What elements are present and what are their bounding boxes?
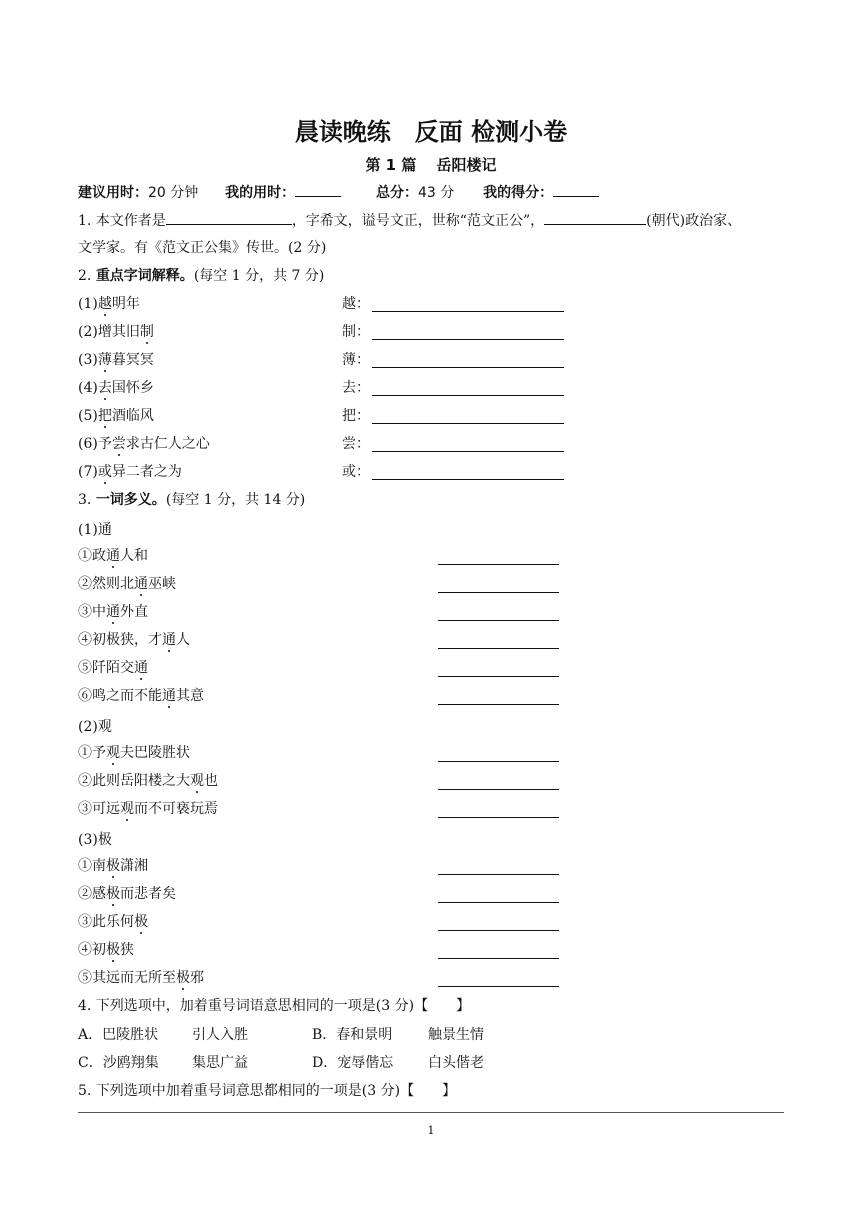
q3-item: [78, 546, 148, 566]
my-time-label: 我的用时：: [225, 185, 296, 201]
q3-answer-blank[interactable]: [438, 901, 559, 903]
q2-item-3-key: 薄：: [342, 352, 370, 368]
q3-group-2-item-2: [78, 773, 218, 789]
q3-group-1-item-2: [78, 576, 176, 592]
q3-group-1-item-3-post: 外直: [120, 604, 148, 620]
q3-group-3-item-5-pre: ⑤其远而无所至: [78, 970, 176, 986]
q3-item: [78, 799, 218, 819]
q3-group-1-item-4: [78, 632, 190, 648]
q4-option-text: B．春和景明: [312, 1027, 393, 1043]
q3-group-1-item-1-post: 人和: [120, 548, 148, 564]
q2-item-6-answer-blank[interactable]: [372, 450, 564, 452]
q2-item-7-key: 或：: [342, 464, 370, 480]
q2-item-3-text-key-char: 薄: [97, 352, 112, 368]
q3-group-label: (1)通: [78, 522, 112, 538]
q1-author-blank[interactable]: [166, 210, 292, 225]
q3-group-3-item-5: [78, 970, 204, 986]
q2-item-3-text-post: 暮冥冥: [111, 352, 154, 368]
q3-group-1-item-2-key-char: 通: [134, 576, 148, 592]
q3-answer-blank[interactable]: [438, 873, 559, 875]
q3-item: [78, 630, 190, 650]
page-subtitle: 第 1 篇 岳阳楼记: [365, 156, 497, 174]
q2-item: [78, 406, 154, 426]
q2-note: (每空 1 分，共 7 分): [193, 268, 325, 284]
q3-item: [78, 940, 134, 960]
q3-heading: [78, 490, 305, 510]
q2-item-2-key: 制：: [342, 324, 370, 340]
q3-item: [78, 602, 148, 622]
q2-item-3-answer-blank[interactable]: [372, 366, 564, 368]
q2-item-4-text-pre: (4): [78, 380, 98, 396]
q3-group-1-item-6-post: 其意: [176, 688, 204, 704]
q2-item: [78, 350, 154, 370]
q4-option-text: 白头偕老: [428, 1055, 484, 1071]
q3-group-1-item-5: [78, 660, 148, 676]
q3-answer-blank[interactable]: [438, 591, 559, 593]
my-score-blank[interactable]: [553, 182, 599, 197]
q3-group-1-item-6-key-char: 通: [162, 688, 176, 704]
q3-group-2-item-3-post: 而不可亵玩焉: [134, 801, 218, 817]
q2-item-1-text-pre: (1): [78, 296, 98, 312]
q2-item-4-text: [78, 380, 154, 396]
q3-group-3-item-3: [78, 914, 148, 930]
q3-answer-blank[interactable]: [438, 929, 559, 931]
page-title: 晨读晚练 反面 检测小卷: [294, 118, 568, 146]
q4-option-text: A．巴陵胜状: [78, 1027, 159, 1043]
q3-title: 一词多义。: [95, 492, 166, 508]
q3-group-label: (3)极: [78, 832, 112, 848]
q2-item-7-text-key-char: 或: [97, 464, 112, 480]
q3-group-2-item-3-pre: ③可远: [78, 801, 120, 817]
q2-item-6-text-pre: (6)予: [78, 436, 112, 452]
q2-item: [78, 378, 154, 398]
suggested-time-value: 20 分钟: [148, 185, 199, 201]
q3-group-2-item-1-pre: ①予: [78, 745, 106, 761]
q2-item-1-text-post: 明年: [111, 296, 140, 312]
q2-item-7-answer-blank[interactable]: [372, 478, 564, 480]
q2-item-5-text-post: 酒临风: [111, 408, 154, 424]
q2-item-4-text-key-char: 去: [97, 380, 112, 396]
q2-item-3-text: [78, 352, 154, 368]
q3-answer-blank[interactable]: [438, 788, 559, 790]
q2-item: [78, 434, 210, 454]
q3-answer-blank[interactable]: [438, 619, 559, 621]
q3-item: [78, 658, 148, 678]
q3-answer-blank[interactable]: [438, 703, 559, 705]
q3-group-1-item-1: [78, 548, 148, 564]
q3-group-1-item-3: [78, 604, 148, 620]
q2-heading: [78, 266, 324, 286]
q3-group-2-item-3-key-char: 观: [120, 801, 134, 817]
my-score-label: 我的得分：: [483, 185, 554, 201]
q2-item-4-answer-blank[interactable]: [372, 394, 564, 396]
q3-group-3-item-2-key-char: 极: [106, 886, 120, 902]
q3-group-1-item-2-post: 巫峡: [148, 576, 176, 592]
q3-group-3-item-4-post: 狭: [120, 942, 134, 958]
q3-item: [78, 912, 148, 932]
q5-stem: 5. 下列选项中加着重号词意思都相同的一项是(3 分)【 】: [78, 1083, 457, 1099]
q1-dynasty-blank[interactable]: [544, 210, 646, 225]
q3-group-3-item-1-pre: ①南: [78, 858, 106, 874]
q2-item-5-key: 把：: [342, 408, 370, 424]
info-row: [78, 182, 599, 203]
q3-item: [78, 574, 176, 594]
q2-item-7-text-post: 异二者之为: [111, 464, 182, 480]
q2-item-1-text-key-char: 越: [97, 296, 112, 312]
q1-line2: 文学家。有《范文正公集》传世。(2 分): [78, 240, 327, 256]
q1-text-1: 1. 本文作者是: [78, 213, 166, 229]
q2-item-5-answer-blank[interactable]: [372, 422, 564, 424]
q3-group-3-item-2-pre: ②感: [78, 886, 106, 902]
page-number: 1: [427, 1124, 435, 1137]
q3-group-3-item-3-key-char: 极: [134, 914, 148, 930]
q3-group-3-item-4-key-char: 极: [106, 942, 120, 958]
q1-text-3: (朝代)政治家、: [646, 213, 742, 229]
q4-option-text: 集思广益: [192, 1055, 248, 1071]
q3-answer-blank[interactable]: [438, 760, 559, 762]
q3-group-1-item-1-key-char: 通: [106, 548, 120, 564]
q3-item: [78, 884, 176, 904]
q3-item: [78, 968, 204, 988]
q3-group-3-item-3-pre: ③此乐何: [78, 914, 134, 930]
my-time-blank[interactable]: [295, 182, 341, 197]
q2-item-5-text: [78, 408, 154, 424]
q2-item-2-text-key-char: 制: [139, 324, 154, 340]
q3-group-3-item-4: [78, 942, 134, 958]
q3-group-1-item-3-key-char: 通: [106, 604, 120, 620]
q3-item: [78, 743, 190, 763]
q3-group-3-item-2: [78, 886, 176, 902]
q2-item-7-text: [78, 464, 182, 480]
q3-answer-blank[interactable]: [438, 985, 559, 987]
exam-page: [78, 0, 784, 1216]
q3-group-1-item-5-pre: ⑤阡陌交: [78, 660, 134, 676]
q3-group-3-item-2-post: 而悲者矣: [120, 886, 176, 902]
q3-group-2-item-3: [78, 801, 218, 817]
q2-num: 2.: [78, 268, 92, 284]
q3-group-1-item-4-pre: ④初极狭，才: [78, 632, 162, 648]
q2-item-4-text-post: 国怀乡: [111, 380, 154, 396]
q4-option-text: 触景生情: [428, 1027, 484, 1043]
q3-group-1-item-6: [78, 688, 204, 704]
q3-group-2-item-1: [78, 745, 190, 761]
q2-item-5-text-pre: (5): [78, 408, 98, 424]
q3-answer-blank[interactable]: [438, 563, 559, 565]
q3-group-3-item-1-post: 潇湘: [120, 858, 148, 874]
q3-group-2-item-1-key-char: 观: [106, 745, 120, 761]
footer-divider: [78, 1112, 784, 1113]
q4-option-text: 引人入胜: [192, 1027, 248, 1043]
q3-item: [78, 771, 218, 791]
q3-item: [78, 856, 148, 876]
total-label: 总分：: [376, 185, 419, 201]
q3-answer-blank[interactable]: [438, 675, 559, 677]
q2-item-1-answer-blank[interactable]: [372, 310, 564, 312]
q2-title: 重点字词解释。: [95, 268, 194, 284]
q2-item: [78, 294, 140, 314]
q2-item-3-text-pre: (3): [78, 352, 98, 368]
q1-line1: [78, 210, 741, 231]
q3-group-2-item-2-key-char: 观: [190, 773, 204, 789]
q2-item-2-text: [78, 324, 154, 340]
q1-text-2: ，字希文，谥号文正，世称“范文正公”，: [291, 213, 545, 229]
q3-group-label: (2)观: [78, 719, 112, 735]
q2-item-7-text-pre: (7): [78, 464, 98, 480]
q2-item: [78, 462, 182, 482]
q3-item: [78, 686, 204, 706]
q3-group-3-item-5-key-char: 极: [176, 970, 190, 986]
q3-note: (每空 1 分，共 14 分): [165, 492, 306, 508]
q3-answer-blank[interactable]: [438, 957, 559, 959]
q3-num: 3.: [78, 492, 92, 508]
q2-item-1-text: [78, 296, 140, 312]
q3-group-1-item-4-key-char: 通: [162, 632, 176, 648]
q3-group-2-item-2-pre: ②此则岳阳楼之大: [78, 773, 190, 789]
q2-item-6-text-key-char: 尝: [111, 436, 126, 452]
q2-item-1-key: 越：: [342, 296, 370, 312]
q4-stem: 4. 下列选项中，加着重号词语意思相同的一项是(3 分)【 】: [78, 998, 471, 1014]
q3-group-1-item-6-pre: ⑥鸣之而不能: [78, 688, 162, 704]
q3-answer-blank[interactable]: [438, 647, 559, 649]
q3-group-1-item-2-pre: ②然则北: [78, 576, 134, 592]
suggested-time-label: 建议用时：: [78, 185, 148, 201]
q3-group-3-item-4-pre: ④初: [78, 942, 106, 958]
q2-item-2-answer-blank[interactable]: [372, 338, 564, 340]
q3-group-2-item-2-post: 也: [204, 773, 218, 789]
total-value: 43 分: [418, 185, 455, 201]
q3-group-1-item-3-pre: ③中: [78, 604, 106, 620]
q3-group-1-item-1-pre: ①政: [78, 548, 106, 564]
q2-item-6-key: 尝：: [342, 436, 370, 452]
q3-group-1-item-4-post: 人: [176, 632, 190, 648]
q4-option-text: D．宠辱偕忘: [312, 1055, 394, 1071]
q3-group-3-item-1-key-char: 极: [106, 858, 120, 874]
q3-group-1-item-5-key-char: 通: [134, 660, 148, 676]
q3-answer-blank[interactable]: [438, 816, 559, 818]
q3-group-3-item-5-post: 邪: [190, 970, 204, 986]
q3-group-3-item-1: [78, 858, 148, 874]
q2-item-4-key: 去：: [342, 380, 370, 396]
q2-item-6-text-post: 求古仁人之心: [125, 436, 210, 452]
q2-item: [78, 322, 154, 342]
q4-option-text: C．沙鸥翔集: [78, 1055, 159, 1071]
q2-item-6-text: [78, 436, 210, 452]
q2-item-2-text-pre: (2)增其旧: [78, 324, 140, 340]
q3-group-2-item-1-post: 夫巴陵胜状: [120, 745, 190, 761]
q2-item-5-text-key-char: 把: [97, 408, 112, 424]
